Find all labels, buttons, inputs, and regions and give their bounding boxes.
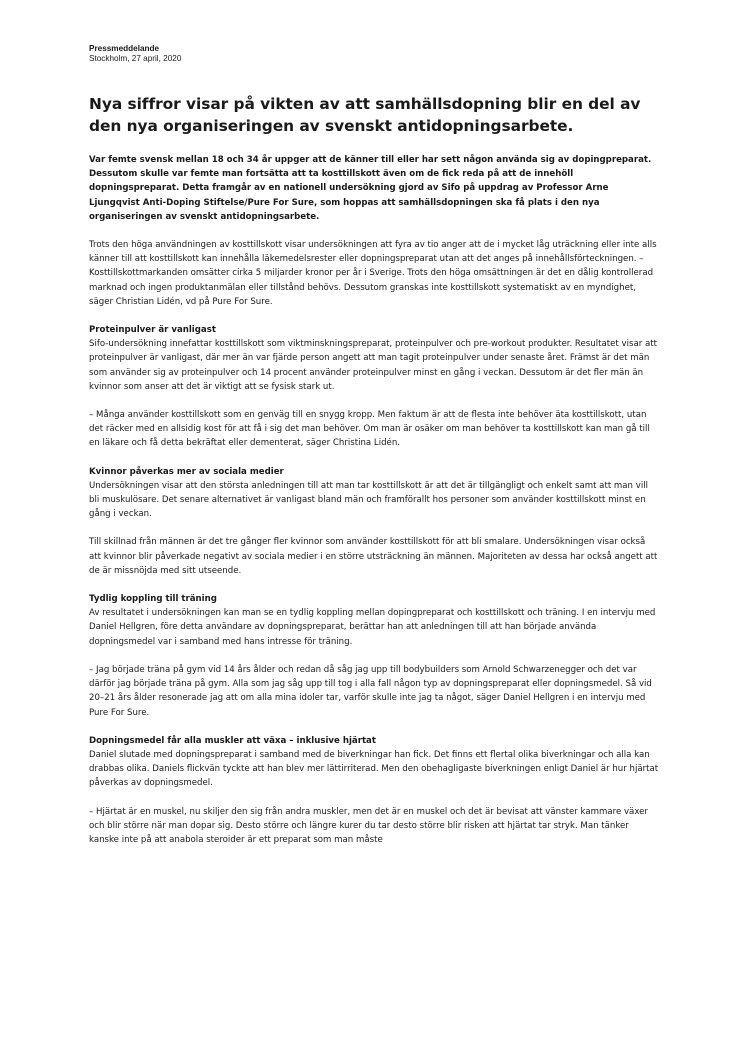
quote-paragraph: – Jag började träna på gym vid 14 års ålder och redan då såg jag upp till bodybuilders som Arnold Schwarzenegger och det var därför jag började träna på gym. Alla som jag såg upp till tog i alla fall någon typ av dopningspreparat eller dopningsmedel. Så vid 20–21 års ålder resonerade jag att om alla mina idoler tar, varför skulle inte jag ta något, säger Daniel Hellgren i en intervju med Pure For Sure.: [89, 664, 652, 718]
lede-paragraph: Var femte svensk mellan 18 och 34 år uppger att de känner till eller har sett någon använda sig av dopingpreparat. Dessutom skulle var femte man fortsätta att ta kosttillskott även om de fick reda på att de innehöll dopningspreparat. Detta framgår av en nationell undersökning gjord av Sifo på uppdrag av Professor Arne Ljungqvist Anti-Doping Stiftelse/Pure For Sure, som hoppas att samhällsdopningen ska få plats i den nya organiseringen av svenskt antidopningsarbete.: [89, 155, 652, 222]
section-social-media: [89, 465, 659, 578]
section-heading: Dopningsmedel får alla muskler att växa – inklusive hjärtat: [89, 735, 376, 746]
section-training: [89, 592, 659, 720]
body-paragraph: Av resultatet i undersökningen kan man se en tydlig koppling mellan dopingpreparat och kosttillskott och träning. I en intervju med Daniel Hellgren, före detta användare av dopningspreparat, berättar han att anledningen till att han började använda dopningsmedel var i samband med hans intresse för träning.: [89, 608, 656, 647]
quote-paragraph: – Hjärtat är en muskel, nu skiljer den sig från andra muskler, men det är en muskel och det är bevisat att vänster kammare växer och blir större när man dopar sig. Desto större och längre kurer du tar desto större blir risken att hjärtat tar stryk. Man tänker kanske inte på att anabola steroider är ett preparat som man måste: [89, 806, 648, 845]
section-heading: Tydlig koppling till träning: [89, 594, 217, 605]
section-heart: [89, 734, 659, 847]
body-paragraph: Sifo-undersökning innefattar kosttillskott som viktminskningspreparat, proteinpulver och pre-workout produkter. Resultatet visar att proteinpulver är vanligast, där mer än var fjärde person angett att man tagit proteinpulver under senaste året. Främst är det män som använder sig av proteinpulver och 14 procent använder proteinpulver minst en gång i veckan. Dessutom är det fler män än kvinnor som anser att det är viktigt att se fysisk stark ut.: [89, 339, 657, 392]
section-heading: Proteinpulver är vanligast: [89, 325, 216, 336]
dateline: Stockholm, 27 april, 2020: [89, 54, 182, 63]
section-heading: Kvinnor påverkas mer av sociala medier: [89, 466, 284, 477]
body-paragraph: Undersökningen visar att den största anledningen till att man tar kosttillskott är att det är tillgängligt och enkelt samt att man vill bli muskulösare. Det senare alternativet är vanligast bland män och framförallt hos personer som använder kosttillskott minst en gång i veckan.: [89, 480, 648, 520]
document-type-label: Pressmeddelande: [89, 44, 160, 53]
intro-paragraph: Trots den höga användningen av kosttillskott visar undersökningen att fyra av tio anger att de i mycket låg uträckning eller inte alls känner till att kosttillskott kan innehålla läkemedelsrester eller dopningspreparat utan att det anges på innehållsförteckningen. – Kosttillskottmarkanden omsätter cirka 5 miljarder kronor per år i Sverige. Trots den höga omsättningen är det en dålig kontrollerad marknad och ingen produktanmälan eller tillstånd behövs. Dessutom granskas inte kosttillskott systematiskt av en myndighet, säger Christian Lidén, vd på Pure For Sure.: [89, 240, 657, 307]
quote-paragraph: – Många använder kosttillskott som en genväg till en snygg kropp. Men faktum är att de flesta inte behöver äta kosttillskott, utan det räcker med en allsidig kost för att få i sig det man behöver. Om man är osäker om man behöver ta kosttillskott kan man gå till en läkare och få detta bekräftat eller dementerat, säger Christina Lidén.: [89, 410, 650, 449]
body-paragraph: Till skillnad från männen är det tre gånger fler kvinnor som använder kosttillskott för att bli smalare. Undersökningen visar också att kvinnor blir påverkade negativt av sociala medier i en större utsträckning än männen. Majoriteten av dessa har också angett att de är missnöjda med sitt utseende.: [89, 537, 658, 576]
section-protein: [89, 323, 659, 451]
document-page: [89, 44, 659, 847]
body-paragraph: Daniel slutade med dopningspreparat i samband med de biverkningar han fick. Det finns ett flertal olika biverkningar och alla kan drabbas olika. Daniels flickvän tyckte att han blev mer lättirriterad. Men den obehagligaste biverkningen enligt Daniel är hur hjärtat påverkas av dopningsmedel.: [89, 749, 659, 789]
headline: Nya siffror visar på vikten av att samhällsdopning blir en del av den nya organiseringen av svenskt antidopningsarbete.: [89, 95, 641, 135]
